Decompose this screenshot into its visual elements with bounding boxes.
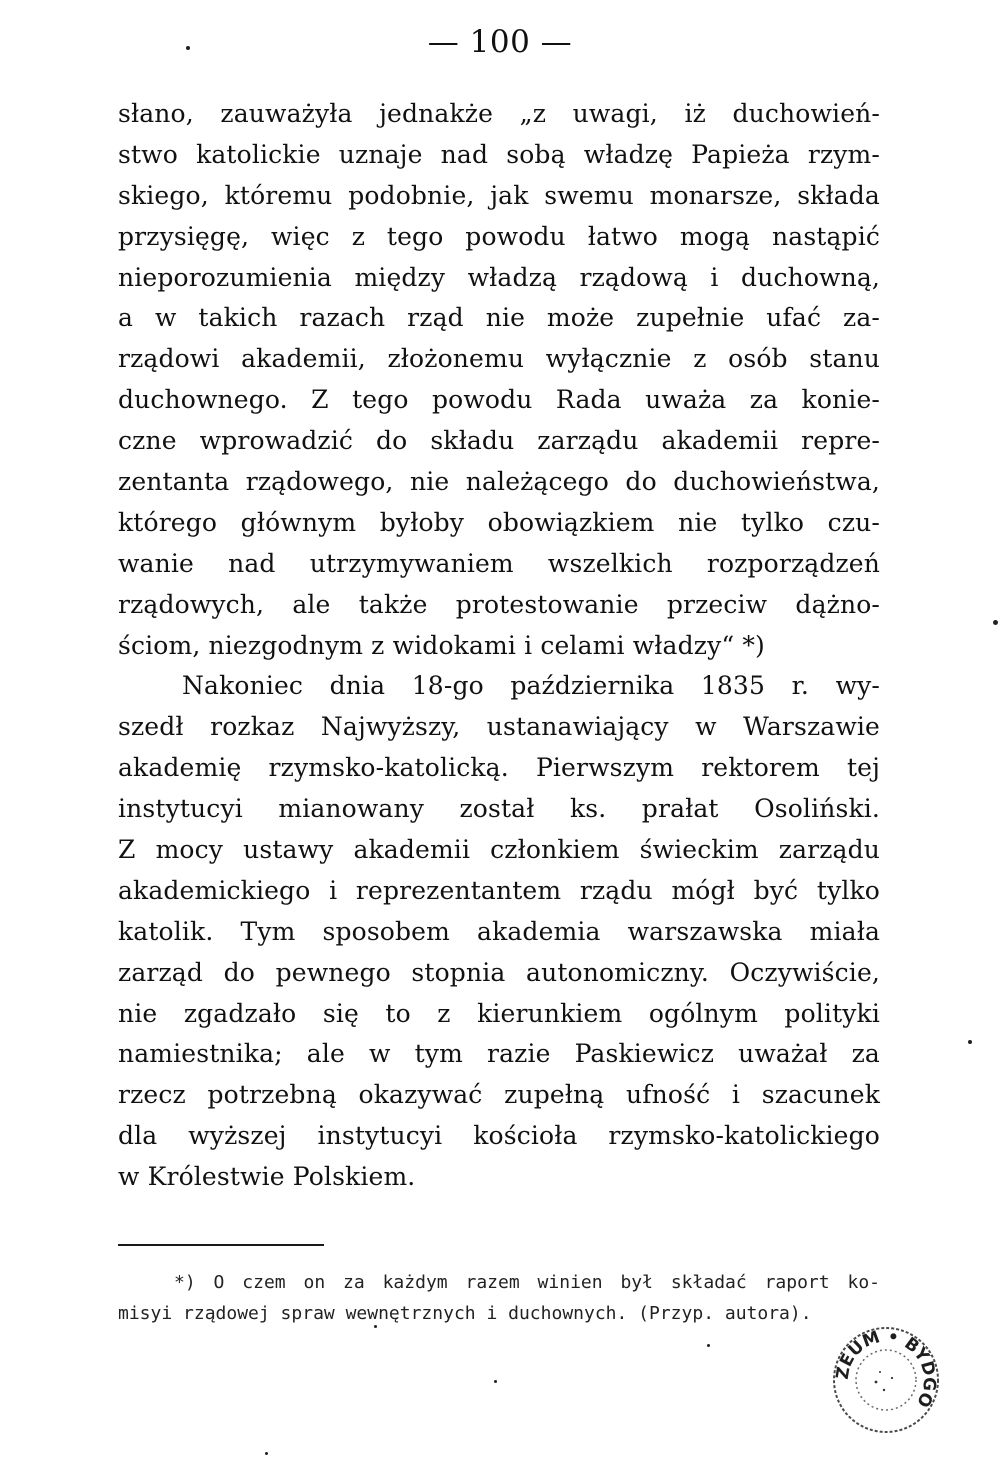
text-line: nieporozumienia między władzą rządową i duchowną, bbox=[118, 262, 880, 292]
footnote-line: misyi rządowej spraw wewnętrznych i duchownych. (Przyp. autora). bbox=[118, 1303, 812, 1324]
paragraph-last-line: w Królestwie Polskiem. bbox=[118, 1162, 416, 1192]
text-line: instytucyi mianowany został ks. prałat Osoliński. bbox=[118, 794, 880, 824]
text-line: dla wyższej instytucyi kościoła rzymsko-katolickiego bbox=[118, 1121, 880, 1151]
ink-speck bbox=[968, 1040, 972, 1044]
ink-speck bbox=[494, 1380, 497, 1383]
ink-speck bbox=[993, 620, 998, 625]
page-number: — 100 — bbox=[427, 24, 573, 60]
text-line: zarząd do pewnego stopnia autonomiczny. Oczywiście, bbox=[118, 957, 880, 987]
text-line: duchownego. Z tego powodu Rada uważa za konie- bbox=[118, 385, 880, 415]
text-line: akademickiego i reprezentantem rządu mógł być tylko bbox=[118, 875, 880, 905]
text-line: skiego, któremu podobnie, jak swemu monarsze, składa bbox=[118, 180, 880, 210]
text-line: rzecz potrzebną okazywać zupełną ufność i szacunek bbox=[118, 1080, 880, 1110]
text-line: akademię rzymsko-katolicką. Pierwszym rektorem tej bbox=[118, 753, 880, 783]
text-line: rządowi akademii, złożonemu wyłącznie z osób stanu bbox=[118, 344, 880, 374]
footnote-divider bbox=[118, 1244, 324, 1246]
text-line: przysięgę, więc z tego powodu łatwo mogą nastąpić bbox=[118, 221, 880, 251]
text-line: rządowych, ale także protestowanie przeciw dążno- bbox=[118, 589, 880, 619]
text-line: namiestnika; ale w tym razie Paskiewicz uważał za bbox=[118, 1039, 880, 1069]
text-line: zentanta rządowego, nie należącego do duchowieństwa, bbox=[118, 467, 880, 497]
text-line: słano, zauważyła jednakże „z uwagi, iż duchowień- bbox=[118, 99, 880, 128]
text-line: a w takich razach rząd nie może zupełnie ufać za- bbox=[118, 303, 880, 333]
ink-speck bbox=[707, 1344, 710, 1347]
text-line: czne wprowadzić do składu zarządu akademii repre- bbox=[118, 426, 880, 456]
ink-speck bbox=[265, 1452, 268, 1455]
stamp-text: ZEUM • BYDGO bbox=[832, 1326, 940, 1411]
stamp-seal-icon bbox=[826, 1320, 946, 1440]
text-line: katolik. Tym sposobem akademia warszawska miała bbox=[118, 916, 880, 946]
ink-speck bbox=[186, 46, 190, 50]
text-line: Z mocy ustawy akademii członkiem świeckim zarządu bbox=[118, 835, 880, 865]
text-line: którego głównym byłoby obowiązkiem nie tylko czu- bbox=[118, 507, 880, 537]
footnote-line: *) O czem on za każdym razem winien był składać raport ko- bbox=[174, 1272, 880, 1293]
main-text-block bbox=[118, 94, 880, 1198]
text-line: szedł rozkaz Najwyższy, ustanawiający w Warszawie bbox=[118, 712, 880, 742]
library-stamp bbox=[826, 1320, 946, 1440]
ink-speck bbox=[374, 1325, 377, 1328]
text-line: stwo katolickie uznaje nad sobą władzę Papieża rzym- bbox=[118, 139, 880, 169]
footnote bbox=[118, 1267, 880, 1329]
text-line: wanie nad utrzymywaniem wszelkich rozporządzeń bbox=[118, 548, 880, 578]
text-line: nie zgadzało się to z kierunkiem ogólnym polityki bbox=[118, 998, 880, 1028]
text-line: ściom, niezgodnym z widokami i celami władzy“ *) bbox=[118, 630, 765, 660]
paragraph-first-line: Nakoniec dnia 18-go października 1835 r. wy- bbox=[182, 671, 880, 701]
